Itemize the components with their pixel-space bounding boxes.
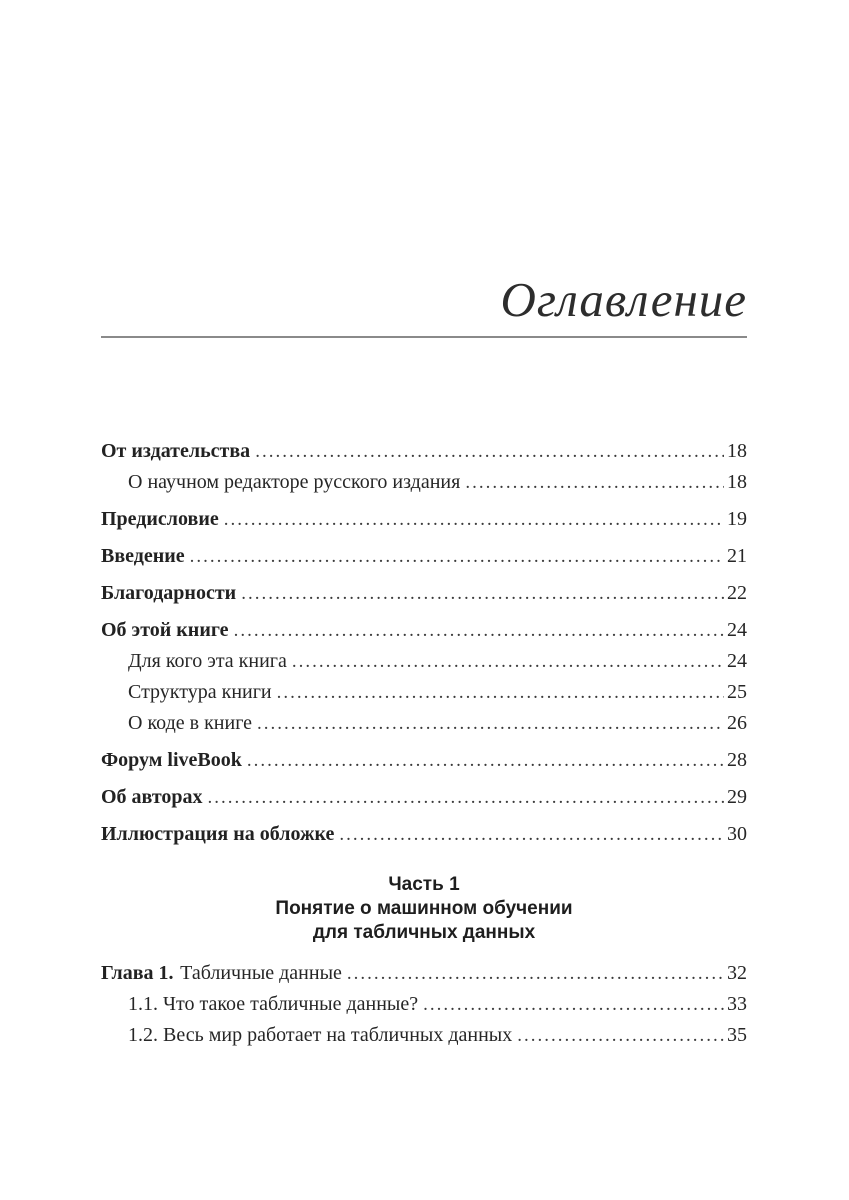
toc-entry (101, 648, 747, 675)
toc-entry-page: 33 (727, 993, 747, 1015)
page-content (0, 272, 849, 1049)
toc-entry-label: Для кого эта книга (128, 650, 287, 672)
toc-entry (101, 617, 747, 644)
toc-entry (101, 438, 747, 465)
dot-leader (224, 506, 724, 533)
toc-entry-label: Структура книги (128, 681, 272, 703)
toc-entry-label: Иллюстрация на обложке (101, 823, 335, 845)
toc-entry (101, 821, 747, 848)
dot-leader (255, 438, 724, 465)
toc-entry (101, 543, 747, 570)
toc-entry-label: 1.1. Что такое табличные данные? (128, 993, 419, 1015)
toc-entry-label: Введение (101, 545, 185, 567)
toc-entry (101, 710, 747, 737)
dot-leader (208, 784, 724, 811)
toc-entry-page: 32 (727, 962, 747, 984)
dot-leader (257, 710, 724, 737)
toc-entry-page: 19 (727, 508, 747, 530)
toc-entry-page: 26 (727, 712, 747, 734)
toc-entry-label: О научном редакторе русского издания (128, 471, 461, 493)
toc-entry (101, 1022, 747, 1049)
toc-entry-label: Предисловие (101, 508, 219, 530)
toc-entry-label: Об этой книге (101, 619, 229, 641)
dot-leader (234, 617, 724, 644)
dot-leader (339, 821, 724, 848)
toc-entry-prefix: Глава 1. (101, 962, 174, 984)
toc-entry-page: 24 (727, 650, 747, 672)
title-rule (101, 336, 747, 338)
part-heading (101, 873, 747, 945)
toc-entry-label: О коде в книге (128, 712, 253, 734)
dot-leader (292, 648, 724, 675)
toc-entry (101, 469, 747, 496)
dot-leader (517, 1022, 724, 1049)
dot-leader (247, 747, 724, 774)
page-title: Оглавление (500, 272, 747, 327)
toc-entry-page: 21 (727, 545, 747, 567)
toc-entry (101, 991, 747, 1018)
toc-entry-page: 22 (727, 582, 747, 604)
toc-entry-label: 1.2. Весь мир работает на табличных данных (128, 1024, 513, 1046)
toc-entry (101, 506, 747, 533)
toc-entry-label: Об авторах (101, 786, 203, 808)
toc-entry (101, 784, 747, 811)
toc-chapters (101, 960, 747, 1049)
toc-entry (101, 960, 747, 987)
toc-entry-page: 18 (727, 440, 747, 462)
toc-entry-label: От издательства (101, 440, 251, 462)
toc-entry (101, 747, 747, 774)
dot-leader (241, 580, 724, 607)
toc-entry (101, 580, 747, 607)
toc-entry-page: 25 (727, 681, 747, 703)
toc-entry-page: 24 (727, 619, 747, 641)
toc-list (101, 438, 747, 848)
dot-leader (347, 960, 724, 987)
toc-entry-page: 28 (727, 749, 747, 771)
toc-entry-page: 29 (727, 786, 747, 808)
dot-leader (277, 679, 724, 706)
part-heading-line1: Часть 1 (388, 874, 460, 895)
toc-entry-page: 30 (727, 823, 747, 845)
dot-leader (423, 991, 724, 1018)
toc-entry-label: Форум liveBook (101, 749, 242, 771)
dot-leader (465, 469, 724, 496)
toc-entry (101, 679, 747, 706)
toc-entry-label: Табличные данные (180, 962, 342, 984)
toc-entry-label: Благодарности (101, 582, 237, 604)
dot-leader (190, 543, 724, 570)
toc-entry-page: 35 (727, 1024, 747, 1046)
part-heading-line2: Понятие о машинном обучении (275, 898, 573, 919)
toc-entry-page: 18 (727, 471, 747, 493)
part-heading-line3: для табличных данных (312, 922, 536, 943)
